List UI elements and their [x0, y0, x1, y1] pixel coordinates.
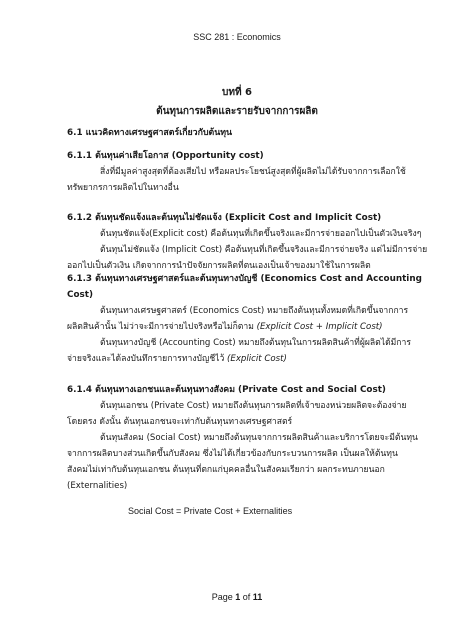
paragraph-line: ทรัพยากรการผลิตไปในทางอื่น — [67, 183, 179, 193]
section-heading-6-1: 6.1 แนวคิดทางเศรษฐศาสตร์เกี่ยวกับต้นทุน — [67, 128, 233, 138]
social-cost-formula: Social Cost = Private Cost + Externalities — [128, 506, 293, 516]
formula-inline: (Explicit Cost + Implicit Cost) — [256, 322, 383, 332]
paragraph-line: ต้นทุนไม่ชัดแจ้ง (Implicit Cost) คือต้นทุนที่เกิดขึ้นจริงและมีการจ่ายจริง แต่ไม่มีการจ่าย — [100, 245, 428, 255]
chapter-title: ต้นทุนการผลิตและรายรับจากการผลิต — [156, 106, 318, 117]
paragraph-text: จ่ายจริงและได้ลงบันทึกรายการทางบัญชีไว้ — [67, 354, 228, 364]
paragraph-line: สิ่งที่มีมูลค่าสูงสุดที่ต้องเสียไป หรือผลประโยชน์สูงสุดที่ผู้ผลิตไม่ได้รับจากการเลือกใช้ — [100, 167, 406, 177]
subsection-heading-6-1-3: 6.1.3 ต้นทุนทางเศรษฐศาสตร์และต้นทุนทางบัญชี (Economics Cost and Accounting — [67, 274, 422, 284]
paragraph-line: ต้นทุนทางบัญชี (Accounting Cost) หมายถึงต้นทุนในการผลิตสินค้าที่ผู้ผลิตได้มีการ — [100, 338, 411, 348]
paragraph-line: จากการผลิตบางส่วนเกิดขึ้นกับสังคม ซึ่งไม่ได้เกี่ยวข้องกับกระบวนการผลิต เป็นผลให้ต้นทุน — [67, 449, 398, 459]
paragraph-line — [67, 321, 383, 333]
page-number: 1 — [235, 592, 241, 602]
of-word: of — [240, 592, 253, 602]
subsection-heading-6-1-4: 6.1.4 ต้นทุนทางเอกชนและต้นทุนทางสังคม (Private Cost and Social Cost) — [67, 385, 386, 395]
subsection-heading-6-1-1: 6.1.1 ต้นทุนค่าเสียโอกาส (Opportunity cost) — [67, 151, 264, 161]
page-word: Page — [211, 592, 236, 602]
subsection-heading-6-1-3-cont: Cost) — [67, 290, 93, 300]
page-total: 11 — [252, 592, 263, 602]
paragraph-line: ต้นทุนทางเศรษฐศาสตร์ (Economics Cost) หมายถึงต้นทุนทั้งหมดที่เกิดขึ้นจากการ — [100, 306, 409, 316]
paragraph-line — [67, 353, 287, 365]
paragraph-line: (Externalities) — [67, 481, 128, 491]
paragraph-line: ต้นทุนสังคม (Social Cost) หมายถึงต้นทุนจากการผลิตสินค้าและบริการโดยจะมีต้นทุน — [100, 433, 418, 443]
paragraph-line: สังคมไม่เท่ากับต้นทุนเอกชน ต้นทุนที่ตกแก่บุคคลอื่นในสังคมเรียกว่า ผลกระทบภายนอก — [67, 465, 385, 475]
formula-inline: (Explicit Cost) — [227, 354, 287, 364]
paragraph-line: ต้นทุนเอกชน (Private Cost) หมายถึงต้นทุนการผลิตที่เจ้าของหน่วยผลิตจะต้องจ่าย — [100, 401, 407, 411]
subsection-heading-6-1-2: 6.1.2 ต้นทุนชัดแจ้งและต้นทุนไม่ชัดแจ้ง (Explicit Cost and Implicit Cost) — [67, 213, 382, 223]
paragraph-line: ออกไปเป็นตัวเงิน เกิดจากการนำปัจจัยการผลิตที่ตนเองเป็นเจ้าของมาใช้ในการผลิต — [67, 261, 371, 271]
paragraph-line: ต้นทุนชัดแจ้ง(Explicit cost) คือต้นทุนที่เกิดขึ้นจริงและมีการจ่ายออกไปเป็นตัวเงินจริงๆ — [100, 229, 422, 239]
paragraph-line: โดยตรง ดังนั้น ต้นทุนเอกชนจะเท่ากับต้นทุนทางเศรษฐศาสตร์ — [67, 417, 293, 427]
page-footer — [0, 591, 474, 603]
chapter-number: บทที่ 6 — [222, 87, 252, 98]
paragraph-text: ผลิตสินค้านั้น ไม่ว่าจะมีการจ่ายไปจริงหรือไม่ก็ตาม — [67, 322, 257, 332]
running-header: SSC 281 : Economics — [193, 32, 281, 42]
